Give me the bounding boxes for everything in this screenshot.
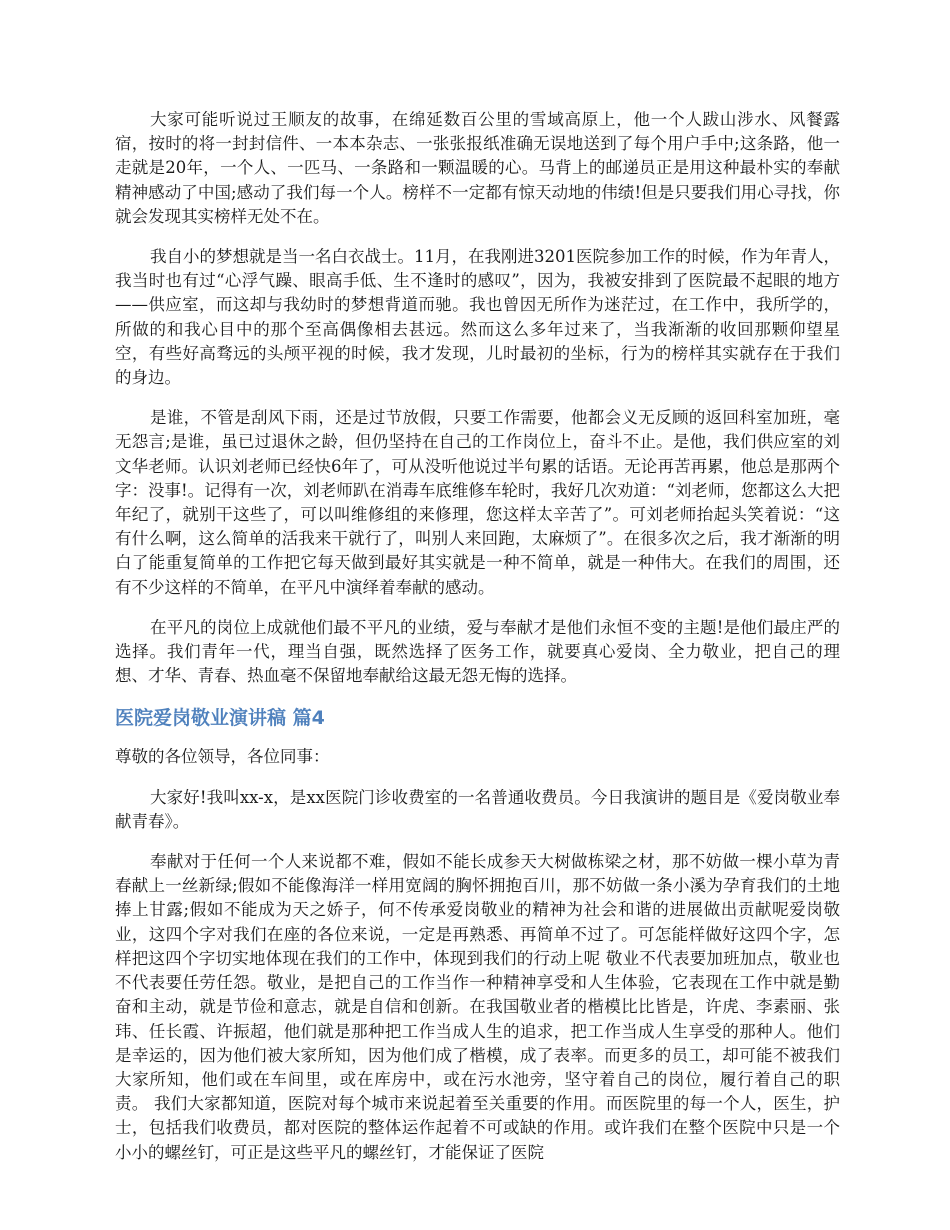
body-paragraph: 大家可能听说过王顺友的故事，在绵延数百公里的雪域高原上，他一个人跋山涉水、风餐露宿，按时的将一封封信件、一本本杂志、一张张报纸准确无误地送到了每个用户手中;这条路，他一走就是20年，一个人、一匹马、一条路和一颗温暖的心。马背上的邮递员正是用这种最朴实的奉献精神感动了中国;感动了我们每一个人。榜样不一定都有惊天动地的伟绩!但是只要我们用心寻找，你就会发现其实榜样无处不在。 (115, 110, 840, 226)
section-heading: 医院爱岗敬业演讲稿 篇4 (115, 707, 325, 730)
body-paragraph: 我自小的梦想就是当一名白衣战士。11月，在我刚进3201医院参加工作的时候，作为年青人，我当时也有过“心浮气躁、眼高手低、生不逢时的感叹”，因为，我被安排到了医院最不起眼的地方——供应室，而这却与我幼时的梦想背道而驰。我也曾因无所作为迷茫过，在工作中，我所学的，所做的和我心目中的那个至高偶像相去甚远。然而这么多年过来了，当我渐渐的收回那颗仰望星空，有些好高骛远的头颅平视的时候，我才发现，儿时最初的坐标，行为的榜样其实就存在于我们的身边。 (115, 247, 840, 388)
salutation-line: 尊敬的各位领导，各位同事： (115, 747, 330, 767)
body-paragraph: 在平凡的岗位上成就他们最不平凡的业绩，爱与奉献才是他们永恒不变的主题!是他们最庄严的选择。我们青年一代，理当自强，既然选择了医务工作，就要真心爱岗、全力敬业，把自己的理想、才华、青春、热血毫不保留地奉献给这最无怨无悔的选择。 (115, 617, 840, 686)
body-paragraph: 奉献对于任何一个人来说都不难，假如不能长成参天大树做栋梁之材，那不妨做一棵小草为青春献上一丝新绿;假如不能像海洋一样用宽阔的胸怀拥抱百川，那不妨做一条小溪为孕育我们的土地捧上甘露;假如不能成为天之娇子，何不传承爱岗敬业的精神为社会和谐的进展做出贡献呢爱岗敬业，这四个字对我们在座的各位来说，一定是再熟悉、再简单不过了。可怎能样做好这四个字，怎样把这四个字切实地体现在我们的工作中，体现到我们的行动上呢 敬业不代表要加班加点，敬业也不代表要任劳任怨。敬业，是把自己的工作当作一种精神享受和人生体验，它表现在工作中就是勤奋和主动，就是节俭和意志，就是自信和创新。在我国敬业者的楷模比比皆是，许虎、李素丽、张玮、任长霞、许振超，他们就是那种把工作当成人生的追求，把工作当成人生享受的那种人。他们是幸运的，因为他们被大家所知，因为他们成了楷模，成了表率。而更多的员工，却可能不被我们大家所知，他们或在车间里，或在库房中，或在污水池旁，坚守着自己的岗位，履行着自己的职责。 我们大家都知道，医院对每个城市来说起着至关重要的作用。而医院里的每一个人，医生，护士，包括我们收费员，都对医院的整体运作起着不可或缺的作用。或许我们在整个医院中只是一个小小的螺丝钉，可正是这些平凡的螺丝钉，才能保证了医院 (115, 852, 840, 1162)
body-paragraph: 大家好!我叫xx-x，是xx医院门诊收费室的一名普通收费员。今日我演讲的题目是《爱岗敬业奉献青春》。 (115, 787, 840, 831)
document-page (115, 108, 840, 1181)
body-paragraph: 是谁，不管是刮风下雨，还是过节放假，只要工作需要，他都会义无反顾的返回科室加班，毫无怨言;是谁，虽已过退休之龄，但仍坚持在自己的工作岗位上，奋斗不止。是他，我们供应室的刘文华老师。认识刘老师已经快6年了，可从没听他说过半句累的话语。无论再苦再累，他总是那两个字：没事!。记得有一次，刘老师趴在消毒车底维修车轮时，我好几次劝道：“刘老师，您都这么大把年纪了，就别干这些了，可以叫维修组的来修理，您这样太辛苦了”。可刘老师抬起头笑着说：“这有什么啊，这么简单的活我来干就行了，叫别人来回跑，太麻烦了”。在很多次之后，我才渐渐的明白了能重复简单的工作把它每天做到最好其实就是一种不简单，就是一种伟大。在我们的周围，还有不少这样的不简单，在平凡中演绎着奉献的感动。 (115, 408, 840, 597)
